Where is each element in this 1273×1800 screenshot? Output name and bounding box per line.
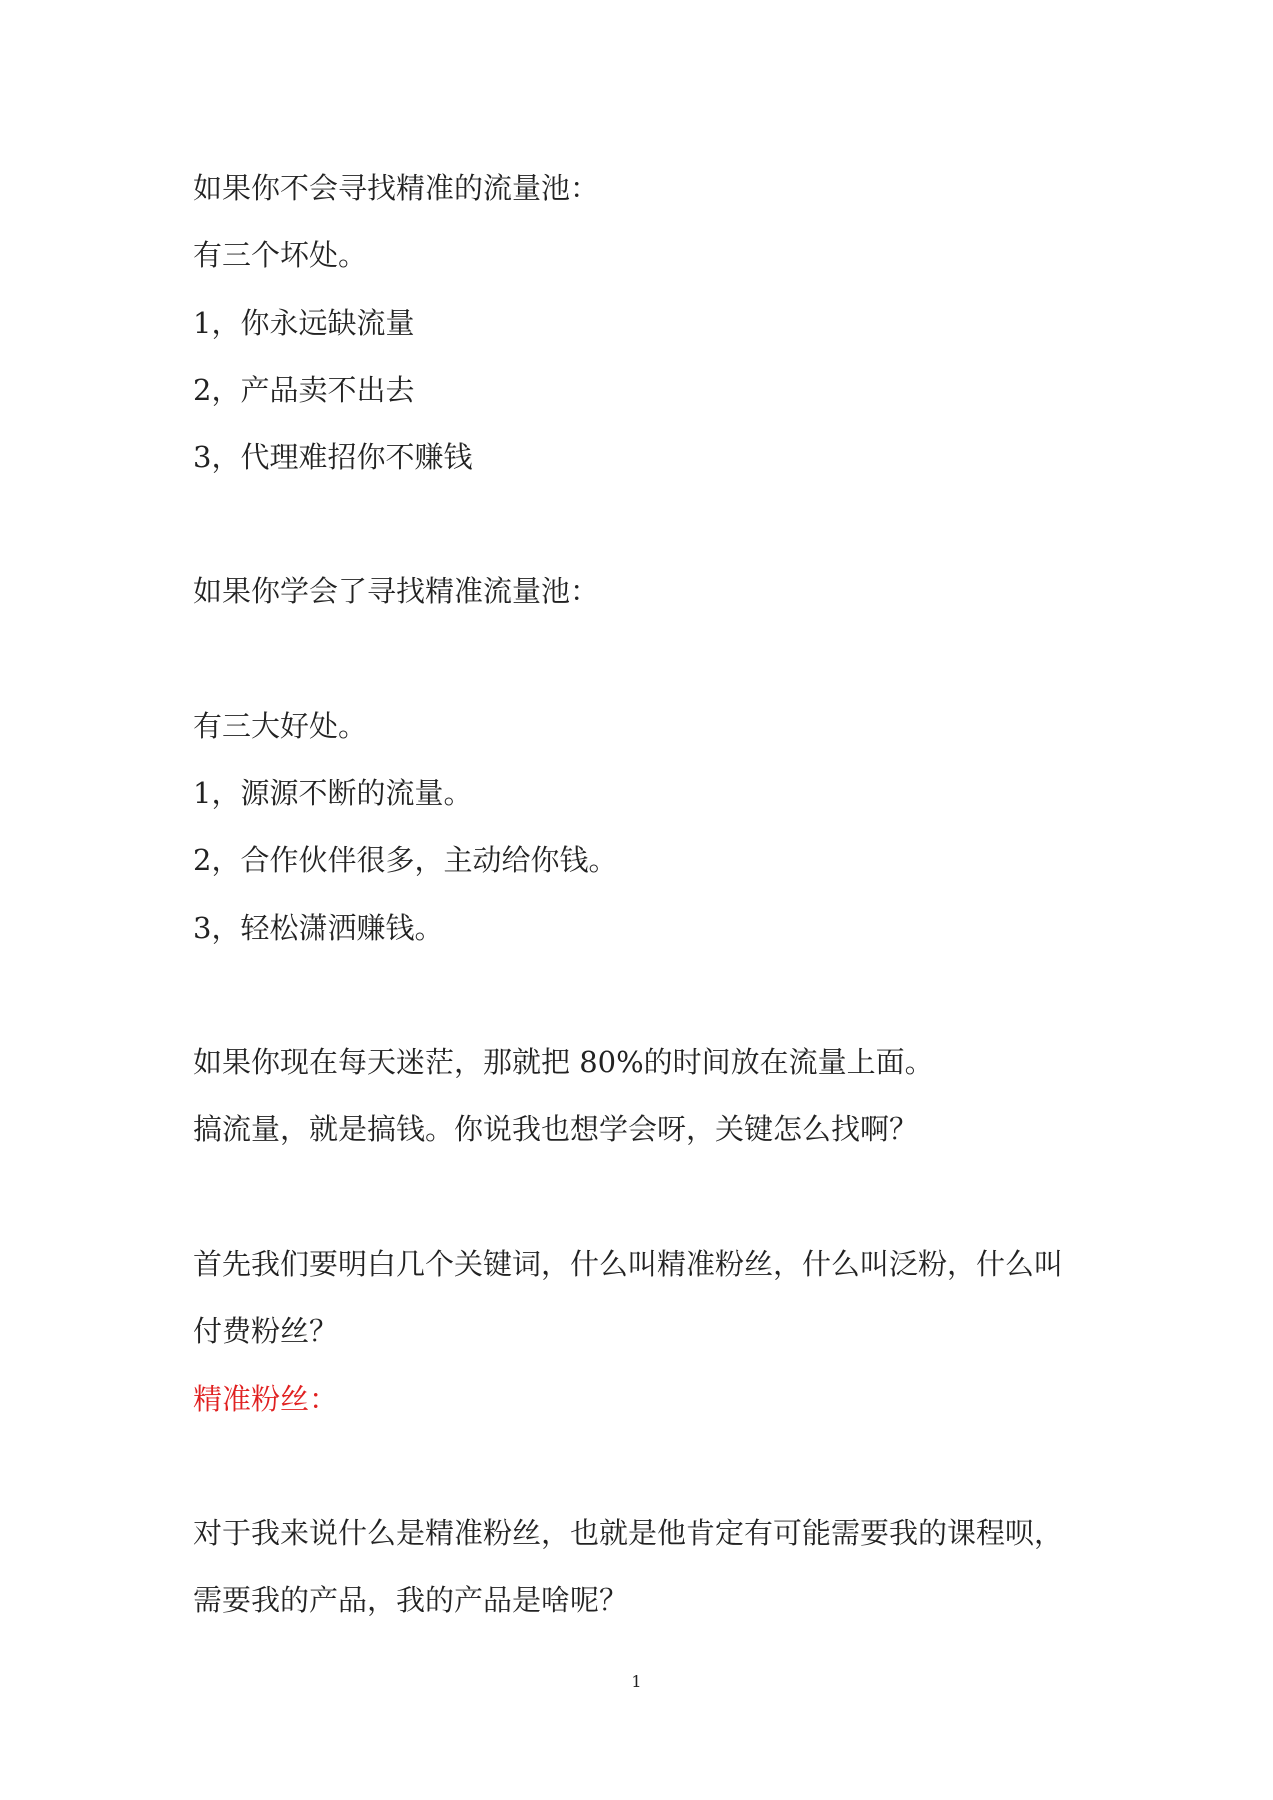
paragraph-line: 如果你不会寻找精准的流量池： <box>193 171 600 205</box>
page-number: 1 <box>631 1672 642 1691</box>
paragraph-line: 如果你学会了寻找精准流量池： <box>193 574 600 608</box>
paragraph-line: 对于我来说什么是精准粉丝，也就是他肯定有可能需要我的课程呗， <box>193 1516 1064 1550</box>
list-item: 1，你永远缺流量 <box>193 306 415 340</box>
paragraph-line: 如果你现在每天迷茫，那就把 80%的时间放在流量上面。 <box>193 1045 934 1079</box>
section-heading: 精准粉丝： <box>193 1382 339 1416</box>
paragraph-line: 首先我们要明白几个关键词，什么叫精准粉丝，什么叫泛粉，什么叫 <box>193 1247 1064 1281</box>
list-item: 1，源源不断的流量。 <box>193 776 473 810</box>
paragraph-line: 有三个坏处。 <box>193 238 368 272</box>
list-item: 3，代理难招你不赚钱 <box>193 440 473 474</box>
list-item: 3，轻松潇洒赚钱。 <box>193 911 444 945</box>
list-item: 2，产品卖不出去 <box>193 373 415 407</box>
paragraph-line: 搞流量，就是搞钱。你说我也想学会呀，关键怎么找啊？ <box>193 1112 919 1146</box>
paragraph-line: 有三大好处。 <box>193 709 368 743</box>
paragraph-line: 付费粉丝？ <box>193 1314 339 1348</box>
list-item: 2，合作伙伴很多，主动给你钱。 <box>193 843 618 877</box>
paragraph-line: 需要我的产品，我的产品是啥呢？ <box>193 1583 629 1617</box>
